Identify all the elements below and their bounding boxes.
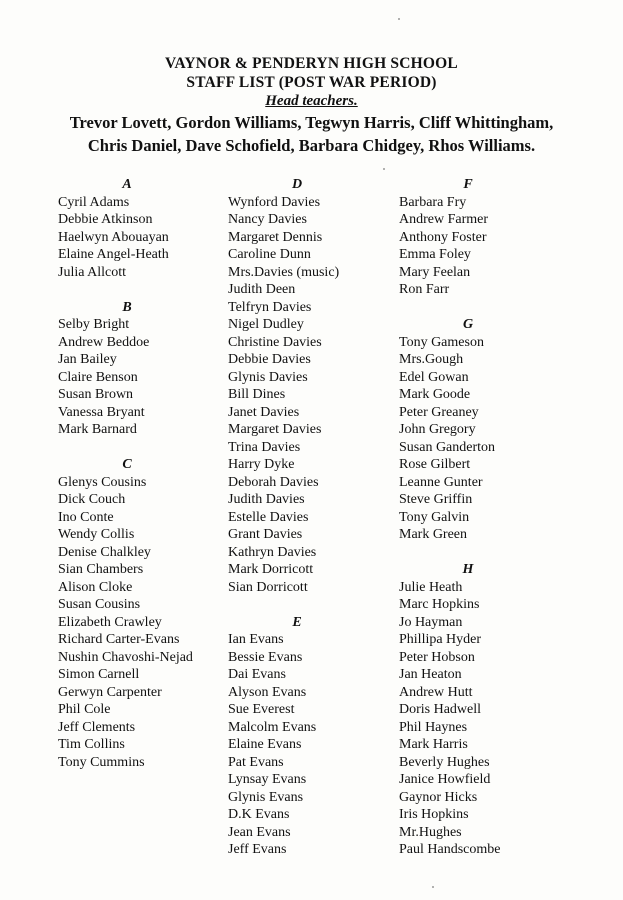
staff-name: Ino Conte [58,509,114,525]
head-teachers-line-1: Trevor Lovett, Gordon Williams, Tegwyn Harris, Cliff Whittingham, [69,113,554,132]
head-teachers-label: Head teachers. [265,93,358,109]
staff-name: Mrs.Davies (music) [228,264,340,280]
section-letter: E [292,614,302,630]
scan-speck [432,886,434,888]
staff-name: Andrew Beddoe [58,334,150,350]
staff-column-2 [228,176,372,859]
section-gap [58,439,202,457]
staff-name: Deborah Davies [228,474,319,490]
staff-column-3 [399,176,543,859]
staff-name: Tony Gameson [399,334,484,350]
staff-name: Marc Hopkins [399,597,480,612]
staff-name: Caroline Dunn [228,247,311,262]
section-letter: F [463,177,473,192]
staff-name: Phil Haynes [399,719,468,735]
staff-name: Bessie Evans [228,649,303,665]
staff-name: Barbara Fry [399,194,467,210]
staff-name: Mark Green [399,527,468,542]
staff-name: Steve Griffin [399,492,473,507]
staff-name: Judith Davies [228,492,305,507]
staff-name: Susan Brown [58,387,134,402]
staff-name: Alison Cloke [58,579,133,595]
staff-name: Harry Dyke [228,457,295,472]
staff-name: Glynis Evans [228,789,304,805]
staff-name: Mark Goode [399,387,471,402]
staff-name: Jeff Evans [228,842,287,857]
staff-name: Denise Chalkley [58,544,151,560]
staff-name: Tim Collins [58,737,125,752]
section-letter: G [462,317,474,332]
staff-name: Jo Hayman [399,614,463,630]
staff-name: Pat Evans [228,754,284,770]
staff-name: Paul Handscombe [399,842,501,857]
staff-name: Mark Barnard [58,422,137,437]
staff-name: Grant Davies [228,527,303,542]
staff-name: Jean Evans [228,824,291,840]
staff-column-1 [58,176,202,771]
staff-name: Ian Evans [228,632,284,647]
scan-speck [383,168,385,170]
staff-name: Mr.Hughes [399,824,462,840]
section-letter: H [462,562,474,577]
staff-name: Anthony Foster [399,229,487,245]
staff-name: Peter Greaney [399,404,479,420]
staff-name: Janice Howfield [399,772,491,787]
staff-name: Claire Benson [58,369,138,385]
staff-name: Dick Couch [58,492,126,507]
section-gap [399,544,543,562]
staff-name: Tony Cummins [58,754,145,770]
staff-name: Richard Carter-Evans [58,632,180,647]
section-letter: A [122,177,132,192]
staff-name: Susan Cousins [58,597,141,612]
staff-name: Doris Hadwell [399,702,482,717]
staff-name: Kathryn Davies [228,544,317,560]
staff-name: Elaine Evans [228,737,302,752]
section-gap [228,596,372,614]
document-header [0,54,623,156]
staff-name: Telfryn Davies [228,299,312,315]
staff-name: Haelwyn Abouayan [58,229,169,245]
staff-name: Alyson Evans [228,684,307,700]
school-title: VAYNOR & PENDERYN HIGH SCHOOL [165,55,458,72]
staff-name: Sue Everest [228,702,295,717]
staff-name: Margaret Dennis [228,229,323,245]
staff-name: Julia Allcott [58,264,127,280]
staff-name: Gaynor Hicks [399,789,478,805]
staff-name: Janet Davies [228,404,300,420]
staff-name: Trina Davies [228,439,301,455]
scan-speck [398,18,400,20]
staff-list-subtitle: STAFF LIST (POST WAR PERIOD) [186,74,437,91]
section-gap [58,281,202,299]
staff-name: Bill Dines [228,387,286,402]
staff-name: Andrew Farmer [399,212,489,227]
staff-name: Iris Hopkins [399,807,469,822]
staff-name: Jan Heaton [399,667,462,682]
staff-name: Vanessa Bryant [58,404,145,420]
staff-name: Glenys Cousins [58,474,147,490]
staff-name: Elaine Angel-Heath [58,247,169,262]
staff-name: Mark Dorricott [228,562,314,577]
staff-name: Susan Ganderton [399,439,496,455]
section-gap [399,299,543,317]
staff-name: Edel Gowan [399,369,469,385]
staff-name: Dai Evans [228,667,286,682]
staff-name: Nancy Davies [228,212,307,227]
staff-name: Estelle Davies [228,509,309,525]
staff-name: Beverly Hughes [399,754,490,770]
staff-name: Julie Heath [399,579,463,595]
staff-name: Debbie Atkinson [58,212,153,227]
staff-name: Peter Hobson [399,649,475,665]
staff-name: Sian Dorricott [228,579,308,595]
staff-name: Nushin Chavoshi-Nejad [58,649,193,665]
staff-name: Margaret Davies [228,422,322,437]
staff-name: Selby Bright [58,317,130,332]
staff-name: Phillipa Hyder [399,632,482,647]
staff-name: John Gregory [399,422,476,437]
staff-name: Leanne Gunter [399,474,483,490]
staff-name: Phil Cole [58,702,111,717]
staff-name: Malcolm Evans [228,719,317,735]
staff-name: D.K Evans [228,807,290,822]
staff-name: Nigel Dudley [228,317,304,332]
staff-name: Mary Feelan [399,264,471,280]
staff-name: Tony Galvin [399,509,470,525]
staff-name: Christine Davies [228,334,322,350]
staff-name: Andrew Hutt [399,684,473,700]
staff-name: Ron Farr [399,282,450,297]
staff-name: Wynford Davies [228,194,321,210]
staff-name: Rose Gilbert [399,457,471,472]
staff-name: Simon Carnell [58,667,140,682]
staff-name: Wendy Collis [58,527,135,542]
staff-name: Emma Foley [399,247,471,262]
section-letter: B [122,299,132,315]
staff-name: Judith Deen [228,282,296,297]
staff-name: Lynsay Evans [228,772,307,787]
section-letter: D [291,177,303,192]
staff-name: Mark Harris [399,737,468,752]
staff-name: Mrs.Gough [399,352,464,367]
staff-name: Sian Chambers [58,562,144,577]
staff-name: Elizabeth Crawley [58,614,162,630]
staff-name: Jeff Clements [58,719,136,735]
staff-name: Gerwyn Carpenter [58,684,162,700]
section-letter: C [122,457,132,472]
head-teachers-line-2: Chris Daniel, Dave Schofield, Barbara Chidgey, Rhos Williams. [87,136,536,155]
staff-name: Glynis Davies [228,369,308,385]
staff-name: Debbie Davies [228,352,311,367]
staff-name: Jan Bailey [58,352,117,367]
staff-name: Cyril Adams [58,194,130,210]
